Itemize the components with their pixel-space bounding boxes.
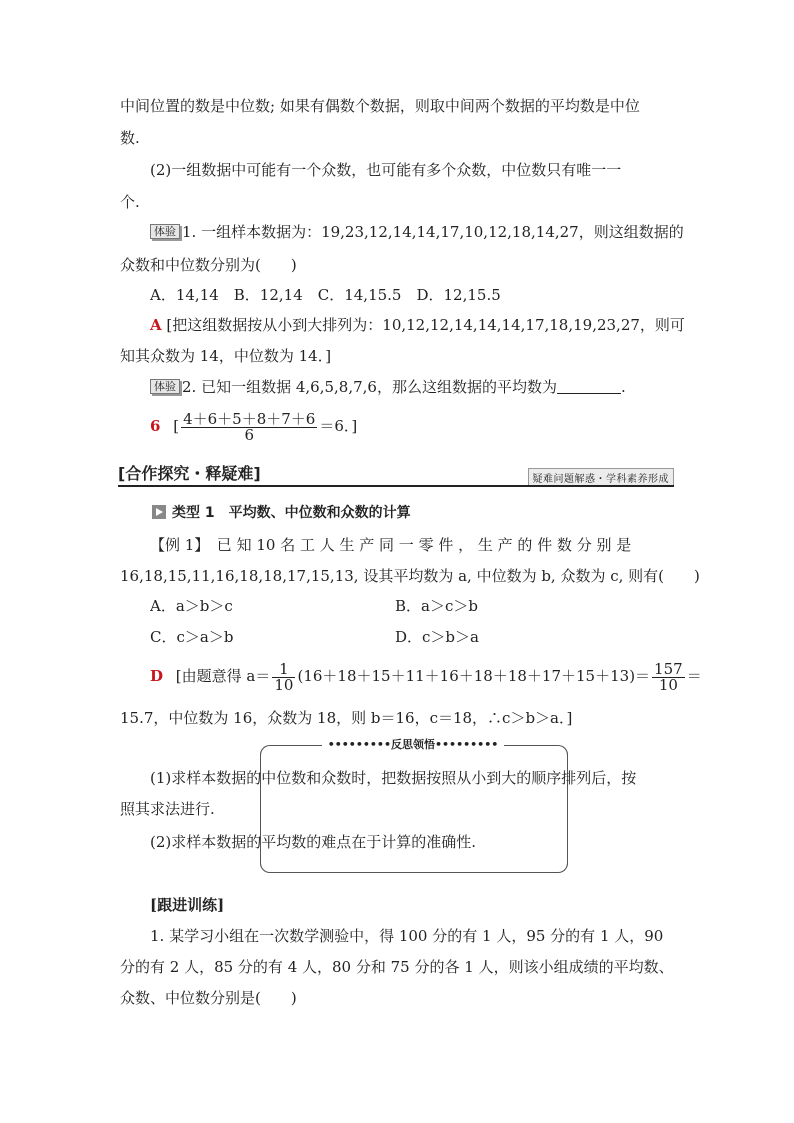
q2-frac-den: 6: [244, 425, 254, 444]
frac-1-den: 10: [274, 675, 294, 694]
type-1-heading: [152, 503, 411, 523]
example-answer: D: [150, 667, 164, 685]
example-option-c: C．c＞a＞b: [150, 628, 234, 646]
example-solution-2: 15.7，中位数为 16，众数为 18，则 b＝16，c＝18，∴c＞b＞a．]: [120, 709, 573, 727]
frac-2-num: 157: [654, 659, 683, 678]
reflect-box: [260, 745, 568, 873]
frac-1-num: 1: [272, 662, 295, 678]
q2-solution: [150, 410, 357, 443]
intro-line-2: 数.: [120, 129, 140, 147]
followup-line-2: 分的有 2 人，85 分的有 4 人，80 分和 75 分的各 1 人，则该小组成绩的平均数、: [120, 958, 674, 976]
example-option-d: D．c＞b＞a: [395, 628, 479, 646]
q2-bracket: [: [173, 417, 180, 435]
q1-line-1: [150, 222, 684, 242]
q1-explain-text: [把这组数据按从小到大排列为：10,12,12,14,14,14,17,18,19,23,27，则可: [166, 316, 685, 334]
section-subtitle: 疑难问题解惑・学科素养形成: [528, 468, 675, 487]
solution-prefix: [由题意得 a＝: [175, 667, 271, 685]
q1-answer: A: [150, 316, 162, 334]
q2-tag: 体验: [150, 379, 180, 394]
followup-line-1: 1. 某学习小组在一次数学测验中，得 100 分的有 1 人，95 分的有 1 人，90: [150, 927, 664, 945]
intro-line-3: (2)一组数据中可能有一个众数，也可能有多个众数，中位数只有唯一一: [150, 161, 622, 179]
q2-end: .: [620, 378, 626, 396]
example-line-1: 【例 1】 已 知 10 名 工 人 生 产 同 一 零 件 ， 生 产 的 件 数 分 别 是: [150, 536, 632, 554]
reflect-line-3: (2)求样本数据的平均数的难点在于计算的准确性.: [150, 833, 477, 851]
play-icon: [152, 505, 166, 519]
example-option-a: A．a＞b＞c: [150, 597, 233, 615]
intro-line-1: 中间位置的数是中位数; 如果有偶数个数据，则取中间两个数据的平均数是中位: [120, 97, 640, 115]
q1-options: A．14,14 B．12,14 C．14,15.5 D．12,15.5: [150, 286, 501, 304]
example-option-b: B．a＞c＞b: [395, 597, 478, 615]
example-solution-1: [150, 659, 702, 693]
q1-tag: 体验: [150, 224, 180, 239]
q1-line-2: 众数和中位数分别为( ): [120, 256, 297, 274]
reflect-line-1: (1)求样本数据的中位数和众数时，把数据按照从小到大的顺序排列后，按: [150, 769, 637, 787]
example-line-2: 16,18,15,11,16,18,18,17,15,13, 设其平均数为 a, 中位数为 b, 众数为 c, 则有( ): [120, 567, 700, 585]
q2-frac-tail: ＝6．]: [319, 417, 358, 435]
reflect-line-2: 照其求法进行.: [120, 800, 215, 818]
q2-answer: 6: [150, 417, 161, 435]
q2-frac-num: 4＋6＋5＋8＋7＋6: [183, 409, 316, 428]
section-divider: [118, 485, 674, 487]
reflect-title: •••••••••反思领悟•••••••••: [262, 736, 564, 752]
q2-fraction: [181, 409, 317, 444]
reflect-title-text: 反思领悟: [391, 738, 435, 751]
solution-middle: (16＋18＋15＋11＋16＋18＋18＋17＋15＋13)＝: [297, 667, 651, 685]
section-title: [合作探究・释疑难]: [118, 464, 261, 483]
type-1-label: 类型 1 平均数、中位数和众数的计算: [172, 505, 411, 521]
solution-frac-1: [272, 659, 295, 694]
reflect-box-bottom: [260, 862, 568, 873]
q2-blank: [557, 379, 621, 394]
solution-equals: ＝: [686, 667, 702, 685]
q2-text: 2. 已知一组数据 4,6,5,8,7,6，那么这组数据的平均数为: [182, 378, 557, 396]
q1-explain-2: 知其众数为 14，中位数为 14．]: [120, 347, 332, 365]
intro-line-4: 个.: [120, 193, 140, 211]
q2-line: [150, 377, 626, 397]
followup-line-3: 众数、中位数分别是( ): [120, 989, 297, 1007]
q1-explain-1: [150, 315, 685, 335]
q1-text: 1. 一组样本数据为：19,23,12,14,14,17,10,12,18,14,27，则这组数据的: [182, 223, 684, 241]
frac-2-den: 10: [658, 675, 678, 694]
solution-frac-2: [652, 659, 685, 694]
followup-title: [跟进训练]: [150, 896, 225, 914]
